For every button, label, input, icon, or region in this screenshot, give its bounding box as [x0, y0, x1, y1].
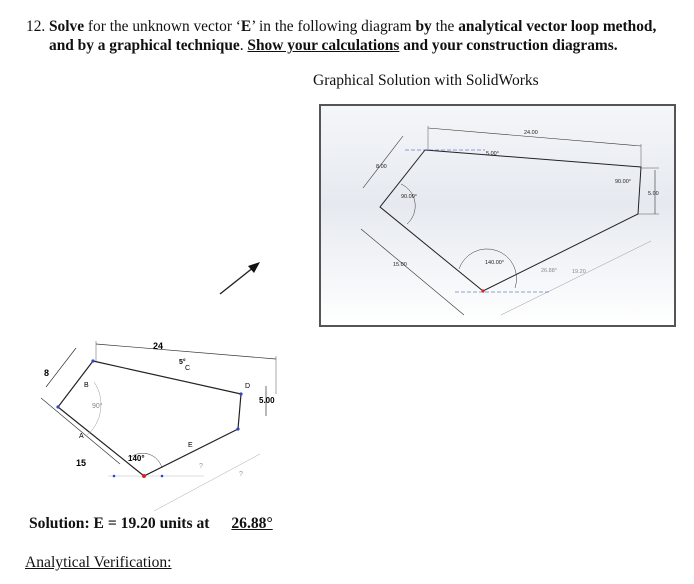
label-b: B [84, 382, 89, 389]
hand-dim-15: 15 [76, 458, 87, 468]
label-e: E [188, 442, 193, 449]
problem-segment: by [415, 18, 432, 35]
dim-90-right: 90.00° [615, 179, 631, 185]
problem-segment: ’ in the following diagram [251, 18, 416, 35]
dim-26-88: 26.88° [541, 268, 557, 274]
problem-number: 12. [26, 18, 46, 35]
label-d: D [245, 383, 251, 390]
hand-dim-90: 90° [92, 403, 103, 410]
problem-segment: for the unknown vector ‘ [84, 18, 241, 35]
dim-19-20: 19.20 [572, 269, 586, 275]
hand-dim-140: 140° [128, 454, 145, 463]
problem-segment: and your construction diagrams. [399, 37, 618, 54]
dim-140: 140.00° [485, 260, 505, 266]
dim-24: 24.00 [524, 130, 538, 136]
hand-dim-5: 5.00 [259, 396, 275, 405]
dim-8: 8.00 [376, 164, 387, 170]
hand-unknown-length: ? [239, 471, 243, 478]
label-a: A [79, 433, 84, 440]
direction-arrow-icon [218, 258, 266, 298]
hand-unknown-angle: ? [199, 463, 203, 470]
vector-loop-diagram [36, 336, 296, 514]
hand-dim-5deg: 5° [179, 359, 186, 366]
dim-5deg: 5.00° [486, 151, 499, 157]
dim-5: 5.00 [648, 191, 659, 197]
dim-90-left: 90.00° [401, 194, 417, 200]
solution-angle: 26.88° [231, 515, 273, 532]
problem-segment: Show your calculations [247, 37, 400, 54]
hand-dim-8: 8 [44, 368, 50, 378]
analytical-heading: Analytical Verification: [25, 554, 172, 571]
problem-segment: . [239, 37, 248, 54]
hand-dim-24: 24 [153, 341, 164, 351]
solidworks-caption: Graphical Solution with SolidWorks [313, 72, 539, 89]
solution-line [29, 515, 273, 533]
dim-15: 15.00 [393, 262, 407, 268]
problem-segment: E [240, 18, 252, 35]
label-c: C [185, 365, 191, 372]
solidworks-figure [319, 104, 676, 327]
problem-segment: analytical vector loop method, and by a graphical technique [49, 18, 657, 54]
problem-statement [26, 17, 666, 55]
problem-segment: the [431, 18, 459, 35]
problem-text [49, 17, 666, 55]
problem-segment: Solve [49, 18, 85, 35]
solution-prefix: Solution: E = 19.20 units at [29, 515, 210, 532]
